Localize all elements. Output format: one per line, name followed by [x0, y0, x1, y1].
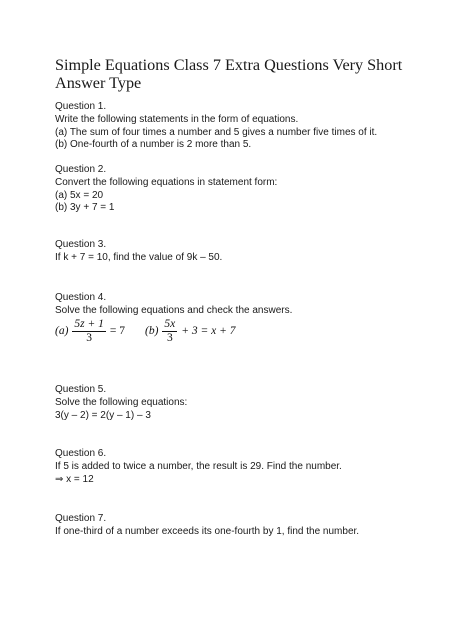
question-text: If k + 7 = 10, find the value of 9k – 50.	[55, 251, 223, 263]
question-text: Solve the following equations:	[55, 396, 188, 408]
fraction-numerator: 5z + 1	[74, 317, 104, 330]
question-text: Convert the following equations in statement form:	[55, 176, 278, 188]
page-title: Simple Equations Class 7 Extra Questions Very Short Answer Type	[55, 56, 403, 92]
fraction-numerator: 5x	[164, 317, 176, 330]
question-heading: Question 6.	[55, 448, 107, 459]
question-5	[55, 384, 187, 422]
question-3	[55, 239, 222, 265]
question-text: (a) 5x = 20	[55, 189, 104, 201]
question-6	[55, 448, 342, 486]
equation-a-label: (a)	[55, 325, 69, 337]
equation-a-rhs: = 7	[109, 325, 126, 337]
fraction-denominator: 3	[166, 331, 173, 344]
question-text: Solve the following equations and check the answers.	[55, 304, 293, 316]
question-text: If 5 is added to twice a number, the result is 29. Find the number.	[55, 460, 342, 472]
question-text: (a) The sum of four times a number and 5 gives a number five times of it.	[55, 126, 378, 138]
question-4	[55, 292, 292, 318]
equation-b	[145, 315, 236, 347]
question-heading: Question 2.	[55, 164, 107, 175]
question-7	[55, 513, 359, 539]
question-heading: Question 1.	[55, 101, 107, 112]
question-heading: Question 3.	[55, 239, 107, 250]
question-text: ⇒ x = 12	[55, 473, 94, 485]
question-text: (b) One-fourth of a number is 2 more than 5.	[55, 139, 252, 151]
question-text: 3(y – 2) = 2(y – 1) – 3	[55, 409, 151, 421]
equation-b-fraction	[162, 318, 177, 345]
question-heading: Question 5.	[55, 384, 107, 395]
equation-b-rhs: + 3 = x + 7	[181, 325, 236, 337]
equation-a-fraction	[72, 318, 106, 345]
math-equations	[55, 315, 355, 347]
equation-b-label: (b)	[145, 325, 159, 337]
question-heading: Question 4.	[55, 292, 107, 303]
equation-a	[55, 315, 125, 347]
question-1	[55, 101, 377, 152]
question-text: Write the following statements in the form of equations.	[55, 113, 299, 125]
question-heading: Question 7.	[55, 513, 107, 524]
fraction-denominator: 3	[86, 331, 93, 344]
question-text: (b) 3y + 7 = 1	[55, 202, 115, 214]
question-2	[55, 164, 277, 215]
question-text: If one-third of a number exceeds its one-fourth by 1, find the number.	[55, 525, 360, 537]
